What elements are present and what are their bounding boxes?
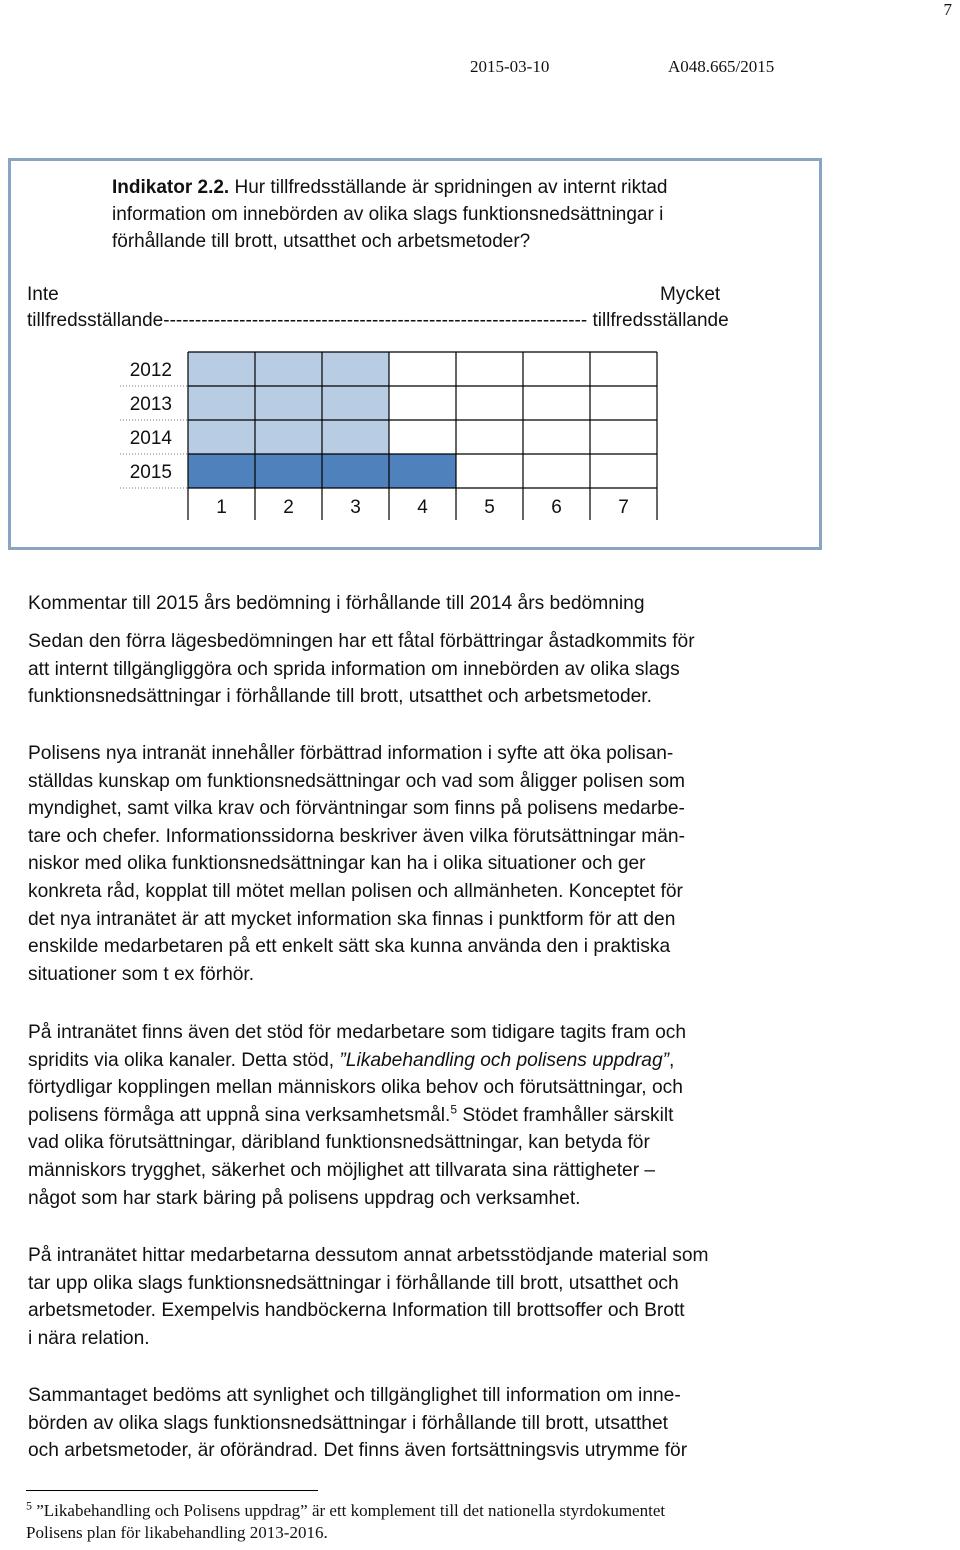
scale-left-label-line-2: tillfredsställande bbox=[27, 310, 164, 331]
paragraph-2 bbox=[28, 740, 808, 988]
indicator-title-line-3: förhållande till brott, utsatthet och arbetsmetoder? bbox=[112, 231, 531, 252]
paragraph-4-line: i nära relation. bbox=[28, 1327, 150, 1349]
footnote bbox=[26, 1500, 665, 1544]
paragraph-2-line: enskilde medarbetaren på ett enkelt sätt ska kunna använda den i praktiska bbox=[28, 936, 671, 958]
paragraph-2-line: myndighet, samt vilka krav och förväntningar som finns på polisens medarbe- bbox=[28, 798, 685, 820]
year-label-2014: 2014 bbox=[129, 428, 172, 449]
indicator-label: Indikator 2.2. bbox=[112, 177, 230, 198]
tick-label-7: 7 bbox=[618, 497, 629, 518]
paragraph-2-line: tare och chefer. Informationssidorna beskriver även vilka förutsättningar män- bbox=[28, 825, 685, 847]
paragraph-5 bbox=[28, 1382, 808, 1465]
paragraph-1-line: Sedan den förra lägesbedömningen har ett fåtal förbättringar åstadkommits för bbox=[28, 631, 695, 652]
year-label-2013: 2013 bbox=[129, 394, 172, 415]
bar-2012 bbox=[188, 352, 389, 386]
paragraph-4 bbox=[28, 1242, 808, 1352]
scale-right-label-line-2: tillfredsställande bbox=[592, 310, 729, 331]
paragraph-2-line: konkreta råd, kopplat till mötet mellan polisen och allmänheten. Konceptet för bbox=[28, 880, 683, 902]
paragraph-5-line: och arbetsmetoder, är oförändrad. Det finns även fortsättningsvis utrymme för bbox=[28, 1440, 688, 1462]
paragraph-2-line: det nya intranätet är att mycket information ska finnas i punktform för att den bbox=[28, 908, 676, 930]
paragraph-2-line: situationer som t ex förhör. bbox=[28, 963, 255, 985]
scale-right-label-line-1: Mycket bbox=[660, 284, 721, 305]
paragraph-3-line: spridits via olika kanaler. Detta stöd, ”Likabehandling och polisens uppdrag”, bbox=[28, 1049, 675, 1071]
paragraph-3 bbox=[28, 1019, 808, 1212]
scale-left-label-line-1: Inte bbox=[27, 284, 59, 305]
tick-label-5: 5 bbox=[484, 497, 495, 518]
paragraph-3-line: På intranätet finns även det stöd för medarbetare som tidigare tagits fram och bbox=[28, 1022, 687, 1043]
footnote-reference[interactable]: 5 bbox=[450, 1102, 458, 1117]
paragraph-1 bbox=[28, 628, 808, 711]
tick-label-3: 3 bbox=[350, 497, 361, 518]
paragraph-3-line: polisens förmåga att uppnå sina verksamhetsmål.$^5$ Stödet framhåller särskilt bbox=[28, 1102, 674, 1126]
comment-heading: Kommentar till 2015 års bedömning i förhållande till 2014 års bedömning bbox=[28, 593, 645, 614]
paragraph-5-line: Sammantaget bedöms att synlighet och tillgänglighet till information om inne- bbox=[28, 1385, 681, 1406]
footnote-line: $^5$ ”Likabehandling och Polisens uppdrag” är ett komplement till det nationella styrdokumentet bbox=[26, 1498, 666, 1520]
indicator-title-line-1: Indikator 2.2. Hur tillfredsställande är spridningen av internt riktad bbox=[112, 177, 668, 198]
rating-chart bbox=[120, 350, 680, 520]
paragraph-4-line: På intranätet hittar medarbetarna dessutom annat arbetsstödjande material som bbox=[28, 1245, 709, 1266]
paragraph-2-line: niskor med olika funktionsnedsättningar kan ha i olika situationer och ger bbox=[28, 853, 646, 875]
paragraph-1-line: funktionsnedsättningar i förhållande till brott, utsatthet och arbetsmetoder. bbox=[28, 686, 652, 708]
year-label-2012: 2012 bbox=[129, 360, 172, 381]
footnote-line: Polisens plan för likabehandling 2013-2016. bbox=[26, 1523, 328, 1542]
paragraph-3-line: något som har stark bäring på polisens uppdrag och verksamhet. bbox=[28, 1187, 581, 1209]
paragraph-2-line: ställdas kunskap om funktionsnedsättningar och vad som åligger polisen som bbox=[28, 770, 686, 792]
document-date: 2015-03-10 bbox=[470, 57, 550, 76]
paragraph-5-line: börden av olika slags funktionsnedsättningar i förhållande till brott, utsatthet bbox=[28, 1412, 668, 1434]
paragraph-2-line: Polisens nya intranät innehåller förbättrad information i syfte att öka polisan- bbox=[28, 743, 674, 764]
paragraph-3-line: människors trygghet, säkerhet och möjlighet att tillvarata sina rättigheter – bbox=[28, 1159, 656, 1181]
tick-label-4: 4 bbox=[417, 497, 428, 518]
scale-dashes: ------------------------------------------------------------------- bbox=[163, 310, 588, 331]
year-label-2015: 2015 bbox=[129, 462, 172, 483]
paragraph-3-line: förtydligar kopplingen mellan människors olika behov och förutsättningar, och bbox=[28, 1077, 683, 1099]
bar-2014 bbox=[188, 420, 389, 454]
tick-label-1: 1 bbox=[216, 497, 227, 518]
document-reference: A048.665/2015 bbox=[668, 57, 775, 76]
paragraph-4-line: arbetsmetoder. Exempelvis handböckerna Information till brottsoffer och Brott bbox=[28, 1300, 685, 1322]
page-number: 7 bbox=[943, 0, 952, 19]
support-title: ”Likabehandling och polisens uppdrag” bbox=[339, 1049, 670, 1071]
paragraph-3-line: vad olika förutsättningar, däribland funktionsnedsättningar, kan betyda för bbox=[28, 1132, 650, 1154]
tick-label-2: 2 bbox=[283, 497, 294, 518]
paragraph-1-line: att internt tillgängliggöra och sprida information om innebörden av olika slags bbox=[28, 658, 680, 680]
tick-label-6: 6 bbox=[551, 497, 562, 518]
indicator-title-line-2: information om innebörden av olika slags funktionsnedsättningar i bbox=[112, 204, 664, 225]
scale-line bbox=[27, 310, 815, 332]
footnote-divider bbox=[26, 1490, 318, 1491]
footnote-number: 5 bbox=[26, 1498, 32, 1513]
paragraph-4-line: tar upp olika slags funktionsnedsättningar i förhållande till brott, utsatthet och bbox=[28, 1272, 679, 1294]
bar-2013 bbox=[188, 386, 389, 420]
